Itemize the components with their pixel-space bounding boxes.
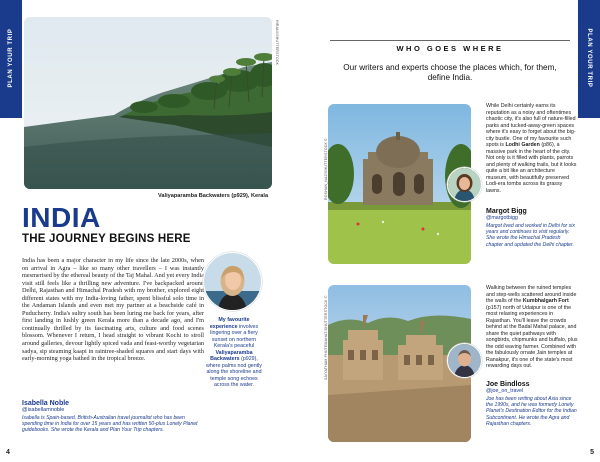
favourite-experience — [205, 317, 263, 389]
author-name: Isabella Noble — [22, 400, 70, 407]
page-number-right: 5 — [590, 449, 594, 456]
author-handle[interactable]: @isabellamnoble — [22, 407, 65, 413]
writer2-bio: Joe has been writing about Asia since the 1990s, and he was formerly Lonely Planet's Destination Editor for the Indian Subcontinent. He wrote the Agra and Rajasthan chapters. — [486, 396, 577, 427]
side-tab-left — [0, 0, 22, 118]
page-number-left: 4 — [6, 449, 10, 456]
backwaters-image — [24, 17, 272, 189]
writer2-text-before: Walking between the ruined temples and step-wells scattered around inside the walls of the — [486, 285, 577, 304]
author-block — [22, 400, 202, 434]
writer1-bio-block — [486, 208, 578, 248]
writer2-text-after: (p157) north of Udaipur is one of the most relaxing experiences in Rajasthan. You'll leave the crowds behind at the Badal Mahal palace, and share the quiet pathways with songbirds, chipmunks and buffalo, plus the odd waving farmer. Combined with the fabulously ornate Jain temples at Ranakpur, it's one of the state's most rewarding days out. — [486, 304, 578, 369]
writer1-place: Lodhi Garden — [505, 142, 540, 148]
author-bio: Isabella is Spain-based, British-Australian travel journalist who has been spending time in India for over 15 years and has written 50-plus Lonely Planet guidebooks. She wrote the Kerala and Plan Your Trip chapters. — [22, 415, 198, 434]
backwaters-photo — [24, 17, 272, 189]
page-subtitle: THE JOURNEY BEGINS HERE — [22, 233, 191, 245]
writer1-text-after: (p86), a massive park in the heart of the city. Not only is it filled with plants, parrots and plenty of walking trails, but it looks quite a bit like an architecture museum, with beautifully preserved Lodi-era tombs across its grassy lawns. — [486, 142, 577, 194]
avatar-image — [204, 253, 261, 310]
writer2-place: Kumbhalgarh Fort — [522, 298, 569, 304]
photo-caption: Valiyaparamba Backwaters (p929), Kerala — [158, 193, 269, 199]
joe-avatar — [447, 343, 482, 378]
joe-avatar-image — [448, 344, 481, 377]
margot-avatar-image — [448, 168, 481, 201]
section-intro: Our writers and experts choose the places which, for them, define India. — [343, 63, 557, 82]
side-tab-label: PLAN YOUR TRIP — [8, 28, 14, 88]
writer1-text-before: While Delhi certainly earns its reputation as a noisy and oftentimes chaotic city, it's also full of nature-filled parks and tucked-away-green spaces where it's easy to forget about the big-city bustle. One of my favourite such spots is — [486, 103, 576, 148]
writer2-handle[interactable]: @joe_on_travel — [486, 388, 524, 394]
writer2-name: Joe Bindloss — [486, 381, 530, 388]
photo-credit: HIRANI/SHUTTERSTOCK — [275, 20, 279, 66]
margot-avatar — [447, 167, 482, 202]
photo1-credit: ROSHAN_NAZ/SHUTTERSTOCK © — [324, 138, 328, 200]
author-avatar — [203, 252, 262, 311]
writer1-text — [486, 103, 578, 194]
page-title: INDIA — [22, 202, 101, 233]
intro-body-text: India has been a major character in my life since the late 2000s, when on arrival in Agra – like so many other travellers – I was instantly mesmerised by the ethereal beauty of the Taj Mahal. And yet every India visit still feels like a thrilling new adventure. I've backpacked around Delhi, Rajasthan and Himachal Pradesh with my brother, explored eight different states with my India-loving father, spent blissful solo time in the Andaman Islands and even met my partner at a beachside café in Puducherry. India's sultry south has been luring me back for years, after first landing in lushly green Kerala more than a decade ago, and I'm continually thrilled by its fascinating arts, culture and food scenes blossom. Whenever I return, I head straight to vibrant Kochi to stroll around galleries, devour lightly spiced vada and feast-worthy vegetarian sadya, sip steaming kaapi in raintree-shaded squares and start days with early-morning yoga bathed in the tropical breeze. — [22, 257, 204, 363]
favourite-text-1: involves lingering over a fiery sunset on northern Kerala's peaceful — [210, 323, 259, 349]
side-tab-label-right: PLAN YOUR TRIP — [586, 28, 592, 88]
favourite-text-2: (p929), where palms nod gently along the shoreline and temple song echoes across the water. — [206, 356, 262, 388]
photo2-credit: SAIYATHAM PHUTEMAHAT/SHUTTERSTOCK © — [324, 295, 328, 380]
writer1-handle[interactable]: @margotbigg — [486, 215, 518, 221]
favourite-place: Valiyaparamba Backwaters — [210, 349, 253, 362]
writer1-bio: Margot lived and worked in Delhi for six years and continues to visit regularly. She wrote the Himachal Pradesh chapter and updated the Delhi chapter. — [486, 223, 575, 248]
writer2-bio-block — [486, 381, 578, 427]
side-tab-right — [578, 0, 600, 118]
section-heading: WHO GOES WHERE — [396, 44, 504, 53]
favourite-lead: My favourite experience — [209, 317, 250, 330]
writer2-text — [486, 285, 578, 370]
writer1-name: Margot Bigg — [486, 208, 527, 215]
heading-rule — [330, 40, 570, 41]
